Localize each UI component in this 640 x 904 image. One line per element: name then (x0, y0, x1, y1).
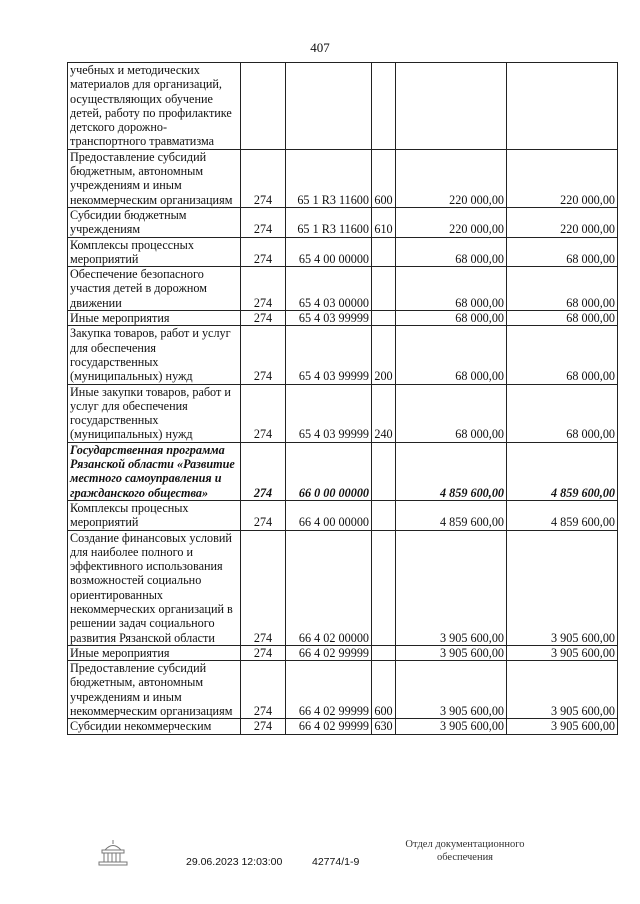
cell-sum2: 68 000,00 (507, 311, 618, 326)
table-row (68, 237, 618, 267)
cell-sum1: 68 000,00 (396, 384, 507, 442)
cell-sum2: 220 000,00 (507, 207, 618, 237)
cell-adm: 274 (241, 384, 286, 442)
cell-csr: 65 4 03 00000 (286, 267, 372, 311)
table-row (68, 149, 618, 207)
cell-name: Иные закупки товаров, работ и услуг для обеспечения государственных (муниципальных) нужд (68, 384, 241, 442)
cell-vr (372, 237, 396, 267)
page-number: 407 (310, 40, 330, 55)
cell-name: учебных и методических материалов для организаций, осуществляющих обучение детей, работу по профилактике детского дорожно-транспортного травматизма (68, 63, 241, 150)
table-row (68, 500, 618, 530)
cell-adm: 274 (241, 530, 286, 645)
cell-name: Предоставление субсидий бюджетным, автономным учреждениям и иным некоммерческим организациям (68, 661, 241, 719)
cell-adm: 274 (241, 500, 286, 530)
cell-sum1 (396, 63, 507, 150)
table-row (68, 311, 618, 326)
cell-sum2: 3 905 600,00 (507, 645, 618, 660)
footer-department-stamp (385, 838, 545, 864)
cell-vr: 630 (372, 719, 396, 734)
cell-csr: 66 4 02 00000 (286, 530, 372, 645)
cell-sum1: 68 000,00 (396, 237, 507, 267)
cell-vr (372, 267, 396, 311)
budget-table (67, 62, 618, 735)
table-row (68, 661, 618, 719)
cell-sum2: 4 859 600,00 (507, 500, 618, 530)
table-row (68, 267, 618, 311)
cell-adm: 274 (241, 326, 286, 384)
cell-name: Закупка товаров, работ и услуг для обеспечения государственных (муниципальных) нужд (68, 326, 241, 384)
cell-name: Комплексы процессных мероприятий (68, 237, 241, 267)
cell-sum1: 3 905 600,00 (396, 645, 507, 660)
cell-adm: 274 (241, 207, 286, 237)
cell-sum1: 220 000,00 (396, 149, 507, 207)
cell-vr (372, 442, 396, 500)
cell-name: Иные мероприятия (68, 645, 241, 660)
cell-sum1: 220 000,00 (396, 207, 507, 237)
cell-name: Обеспечение безопасного участия детей в дорожном движении (68, 267, 241, 311)
cell-sum2: 3 905 600,00 (507, 530, 618, 645)
cell-sum2: 4 859 600,00 (507, 442, 618, 500)
cell-name: Иные мероприятия (68, 311, 241, 326)
cell-adm: 274 (241, 311, 286, 326)
cell-adm: 274 (241, 442, 286, 500)
cell-sum2: 68 000,00 (507, 384, 618, 442)
cell-csr: 66 4 02 99999 (286, 719, 372, 734)
cell-adm: 274 (241, 645, 286, 660)
cell-vr (372, 63, 396, 150)
cell-sum1: 4 859 600,00 (396, 500, 507, 530)
cell-name: Государственная программа Рязанской области «Развитие местного самоуправления и гражданского общества» (68, 442, 241, 500)
cell-name: Комплексы процесных мероприятий (68, 500, 241, 530)
footer-department-line1: Отдел документационного (405, 839, 525, 850)
footer-document-code: 42774/1-9 (312, 856, 360, 868)
cell-vr: 200 (372, 326, 396, 384)
cell-sum2: 68 000,00 (507, 267, 618, 311)
cell-sum1: 3 905 600,00 (396, 719, 507, 734)
table-row (68, 442, 618, 500)
cell-vr: 600 (372, 661, 396, 719)
cell-sum1: 3 905 600,00 (396, 661, 507, 719)
cell-adm: 274 (241, 149, 286, 207)
cell-name: Предоставление субсидий бюджетным, автономным учреждениям и иным некоммерческим организациям (68, 149, 241, 207)
cell-csr: 65 4 00 00000 (286, 237, 372, 267)
cell-sum1: 3 905 600,00 (396, 530, 507, 645)
cell-sum2: 68 000,00 (507, 237, 618, 267)
cell-adm: 274 (241, 267, 286, 311)
footer-department-line2: обеспечения (436, 852, 494, 863)
cell-name: Субсидии бюджетным учреждениям (68, 207, 241, 237)
cell-csr: 65 4 03 99999 (286, 326, 372, 384)
cell-csr: 65 4 03 99999 (286, 384, 372, 442)
cell-vr: 240 (372, 384, 396, 442)
duma-building-emblem-icon (96, 838, 130, 873)
budget-table-body (68, 63, 618, 735)
table-row (68, 63, 618, 150)
cell-vr: 600 (372, 149, 396, 207)
cell-csr: 66 4 02 99999 (286, 661, 372, 719)
table-row (68, 530, 618, 645)
cell-csr: 66 4 02 99999 (286, 645, 372, 660)
cell-sum1: 68 000,00 (396, 311, 507, 326)
table-row (68, 207, 618, 237)
cell-vr (372, 500, 396, 530)
table-row (68, 719, 618, 734)
cell-adm: 274 (241, 237, 286, 267)
cell-csr: 65 1 R3 11600 (286, 207, 372, 237)
cell-adm (241, 63, 286, 150)
cell-adm: 274 (241, 719, 286, 734)
table-row (68, 645, 618, 660)
cell-vr (372, 645, 396, 660)
cell-name: Создание финансовых условий для наиболее полного и эффективного использования возможностей социально ориентированных некоммерческих организаций в решении задач социального развития Рязанской области (68, 530, 241, 645)
cell-csr: 66 4 00 00000 (286, 500, 372, 530)
table-row (68, 384, 618, 442)
cell-csr: 65 1 R3 11600 (286, 149, 372, 207)
cell-vr (372, 311, 396, 326)
table-row (68, 326, 618, 384)
cell-sum2 (507, 63, 618, 150)
cell-vr: 610 (372, 207, 396, 237)
cell-csr (286, 63, 372, 150)
cell-sum2: 3 905 600,00 (507, 661, 618, 719)
cell-sum1: 4 859 600,00 (396, 442, 507, 500)
cell-name: Субсидии некоммерческим (68, 719, 241, 734)
cell-sum2: 3 905 600,00 (507, 719, 618, 734)
cell-csr: 66 0 00 00000 (286, 442, 372, 500)
footer-date: 29.06.2023 12:03:00 (186, 856, 283, 868)
cell-sum2: 220 000,00 (507, 149, 618, 207)
cell-adm: 274 (241, 661, 286, 719)
cell-sum2: 68 000,00 (507, 326, 618, 384)
cell-sum1: 68 000,00 (396, 267, 507, 311)
cell-csr: 65 4 03 99999 (286, 311, 372, 326)
cell-sum1: 68 000,00 (396, 326, 507, 384)
cell-vr (372, 530, 396, 645)
